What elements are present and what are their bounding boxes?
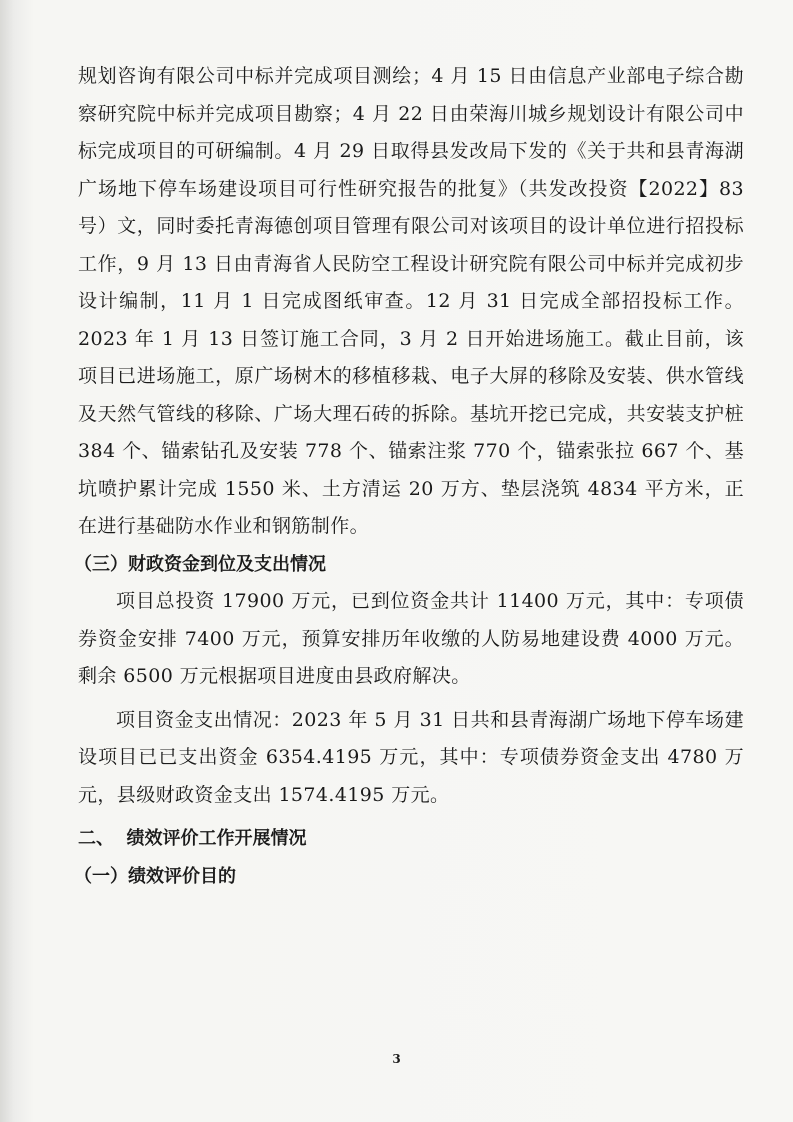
subsection-heading-evaluation-purpose: （一）绩效评价目的 <box>74 865 236 887</box>
part-heading-evaluation-work: 二、 绩效评价工作开展情况 <box>78 828 307 849</box>
page-number: 3 <box>392 1052 401 1066</box>
document-body <box>74 58 744 895</box>
expenditure-paragraph: 项目资金支出情况：2023 年 5 月 31 日共和县青海湖广场地下停车场建设项目已已支出资金 6354.4195 万元，其中：专项债券资金支出 4780 万元，县级财政资金支出 1574.4195 万元。 <box>78 708 744 806</box>
investment-paragraph: 项目总投资 17900 万元，已到位资金共计 11400 万元，其中：专项债券资金安排 7400 万元，预算安排历年收缴的人防易地建设费 4000 万元。剩余 6500 万元根据项目进度由县政府解决。 <box>78 590 744 687</box>
section-heading-fund-status: （三）财政资金到位及支出情况 <box>74 553 326 575</box>
project-progress-paragraph: 规划咨询有限公司中标并完成项目测绘；4 月 15 日由信息产业部电子综合勘察研究院中标并完成项目勘察；4 月 22 日由荣海川城乡规划设计有限公司中标完成项目的可研编制。4 月 29 日取得县发改局下发的《关于共和县青海湖广场地下停车场建设项目可行性研究报告的批复》（共发改投资【2022】83 号）文，同时委托青海德创项目管理有限公司对该项目的设计单位进行招投标工作，9 月 13 日由青海省人民防空工程设计研究院有限公司中标并完成初步设计编制，11 月 1 日完成图纸审查。12 月 31 日完成全部招投标工作。2023 年 1 月 13 日签订施工合同，3 月 2 日开始进场施工。截止目前，该项目已进场施工，原广场树木的移植移栽、电子大屏的移除及安装、供水管线及天然气管线的移除、广场大理石砖的拆除。基坑开挖已完成，共安装支护桩 384 个、锚索钻孔及安装 778 个、锚索注浆 770 个，锚索张拉 667 个、基坑喷护累计完成 1550 米、土方清运 20 万方、垫层浇筑 4834 平方米，正在进行基础防水作业和钢筋制作。 <box>78 65 744 537</box>
